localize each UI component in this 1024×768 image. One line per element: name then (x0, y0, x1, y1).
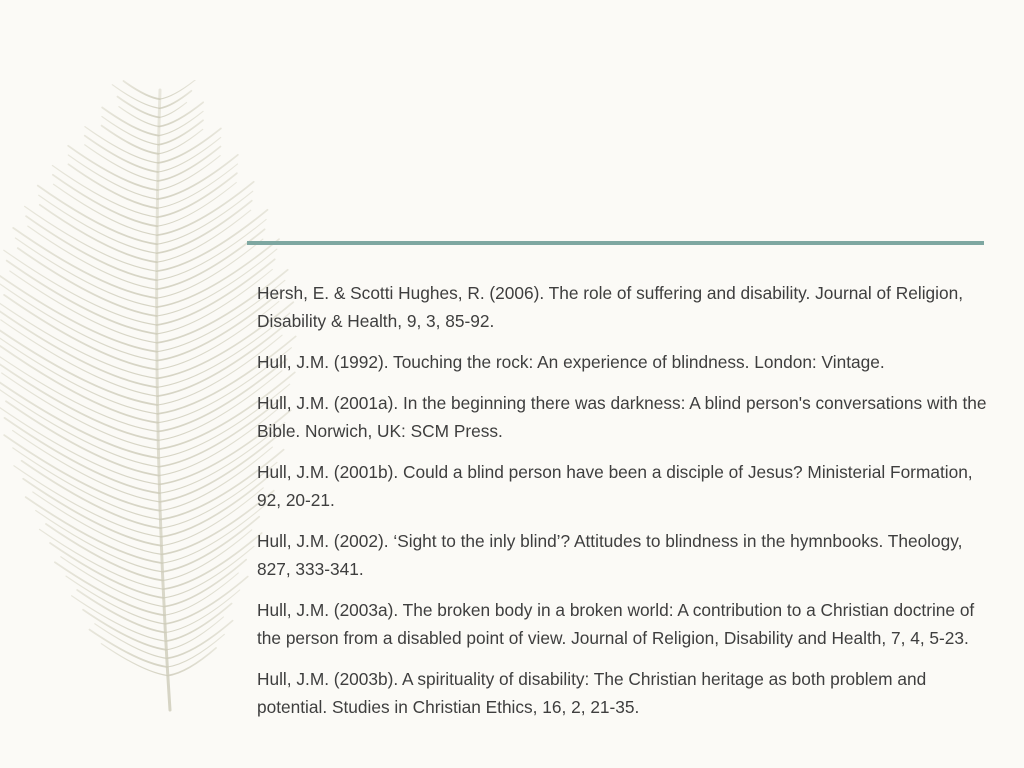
feather-barb (72, 596, 166, 641)
feather-barb (102, 117, 159, 145)
feather-barb (6, 401, 159, 475)
feather-barb (53, 175, 157, 226)
feather-barb (66, 576, 165, 624)
feather-barb (157, 182, 254, 235)
feather-barb (1, 320, 158, 396)
feather-barb (102, 126, 159, 154)
feather-barb (168, 648, 216, 676)
feather-barb (0, 284, 157, 361)
feather-shaft (157, 90, 170, 710)
feather-barb (157, 191, 253, 244)
reference-item: Hersh, E. & Scotti Hughes, R. (2006). The role of suffering and disability. Journal of Religion, Disability & Health, 9, 3, 85-92. (257, 283, 964, 331)
feather-barb (160, 447, 272, 511)
feather-barb (158, 129, 203, 154)
feather-barb (2, 373, 159, 449)
feather-barb (159, 102, 186, 117)
feather-barb (13, 431, 160, 502)
feather-barb (55, 562, 165, 615)
feather-barb (157, 201, 252, 254)
feather-barb (160, 80, 197, 99)
feather-barb (165, 577, 248, 624)
title-divider (247, 241, 984, 245)
reference-item: Hull, J.M. (1992). Touching the rock: An experience of blindness. London: Vintage. (257, 352, 885, 372)
feather-barb (164, 560, 246, 607)
reference-list (257, 279, 987, 734)
reference-item: Hull, J.M. (2001b). Could a blind person have been a disciple of Jesus? Ministerial Formation, 92, 20-21. (257, 462, 973, 510)
feather-barb (0, 309, 157, 388)
feather-barb (159, 111, 203, 135)
reference-item: Hull, J.M. (2003a). The broken body in a broken world: A contribution to a Christian doctrine of the person from a disabled point of view. Journal of Religion, Disability and Health, 7, 4, 5-23. (257, 600, 975, 648)
feather-barb (159, 120, 204, 144)
feather-barb (52, 166, 157, 218)
reference-item: Hull, J.M. (2003b). A spirituality of disability: The Christian heritage as both problem and potential. Studies in Christian Ethics, 16, 2, 21-35. (257, 669, 927, 717)
reference-item: Hull, J.M. (2001a). In the beginning there was darkness: A blind person's conversations with the Bible. Norwich, UK: SCM Press. (257, 393, 987, 441)
reference-item: Hull, J.M. (2002). ‘Sight to the inly blind’? Attitudes to blindness in the hymnbooks. Theology, 827, 333-341. (257, 531, 963, 579)
feather-barb (13, 448, 161, 520)
feather-barb (0, 346, 158, 423)
feather-barb (85, 136, 158, 172)
